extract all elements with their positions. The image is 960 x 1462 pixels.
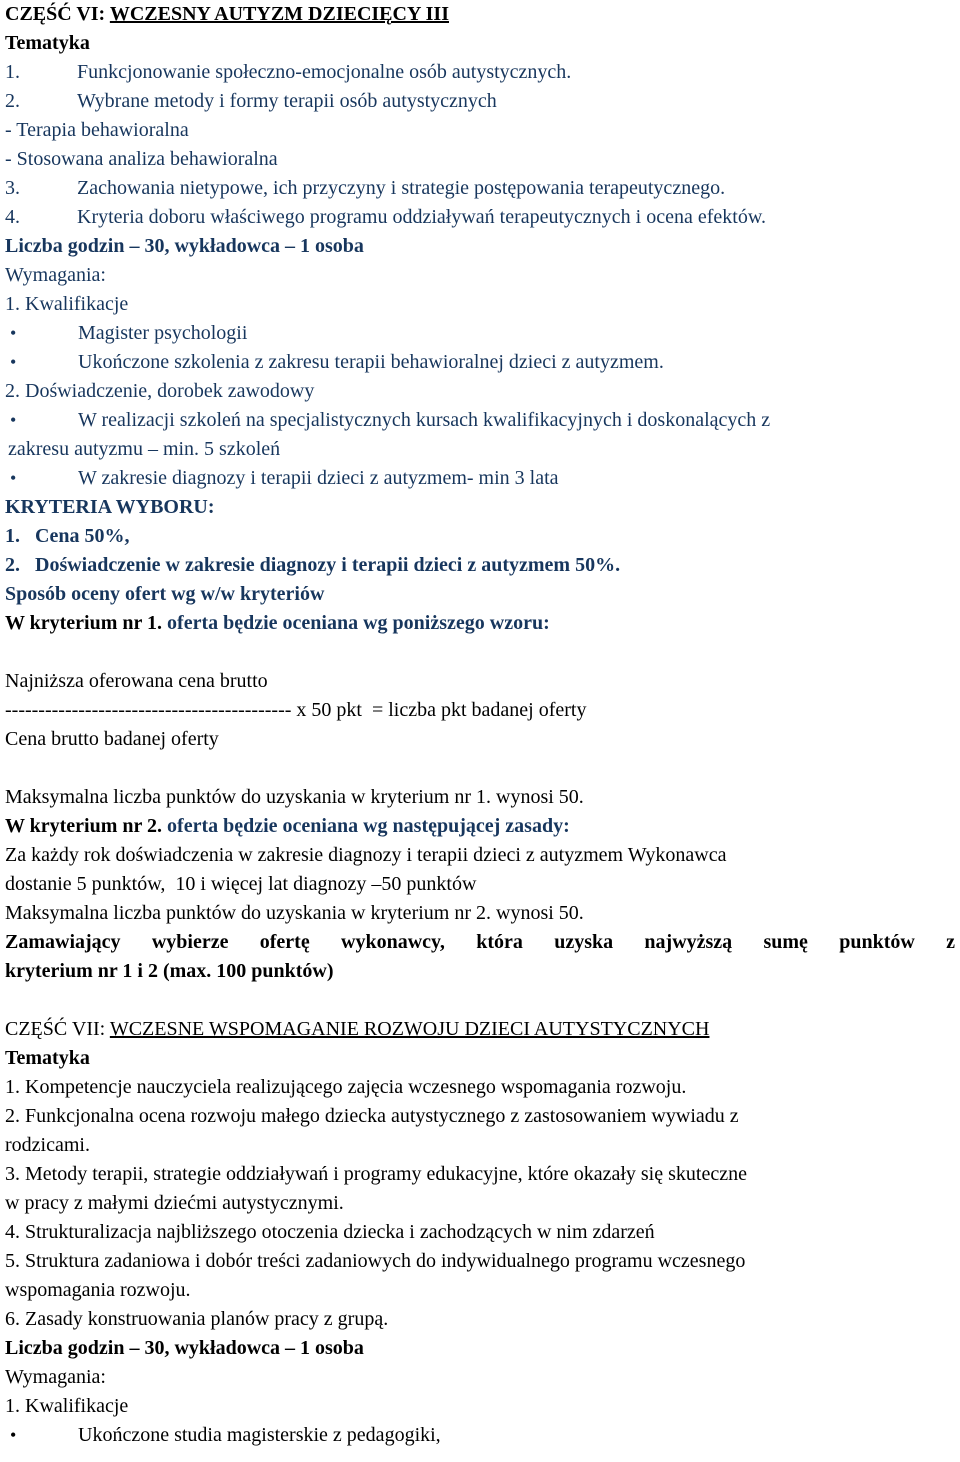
criterion-2-text-2: dostanie 5 punktów, 10 i więcej lat diagnozy –50 punktów	[5, 873, 477, 895]
part7-topic-line: 6. Zasady konstruowania planów pracy z grupą.	[5, 1308, 389, 1330]
max-points-2: Maksymalna liczba punktów do uzyskania w kryterium nr 2. wynosi 50.	[5, 902, 584, 924]
part6-hours: Liczba godzin – 30, wykładowca – 1 osoba	[5, 235, 364, 257]
part6-topic-4: 4. Kryteria doboru właściwego programu oddziaływań terapeutycznych i ocena efektów.	[5, 206, 766, 228]
part6-topic-2: 2. Wybrane metody i formy terapii osób autystycznych	[5, 90, 497, 112]
part6-title-prefix: CZĘŚĆ VI:	[5, 3, 110, 25]
part7-topic-line: rodzicami.	[5, 1134, 90, 1156]
formula-numerator: Najniższa oferowana cena brutto	[5, 670, 268, 692]
bullet-icon	[5, 406, 78, 435]
max-points-1: Maksymalna liczba punktów do uzyskania w kryterium nr 1. wynosi 50.	[5, 786, 584, 808]
criterion-1-heading: W kryterium nr 1. oferta będzie oceniana wg poniższego wzoru:	[5, 612, 550, 634]
part6-tematyka: Tematyka	[5, 32, 90, 54]
part6-title	[5, 0, 955, 29]
formula-divider: ------------------------------------------- x 50 pkt = liczba pkt badanej oferty	[5, 699, 587, 721]
part7-topic-line: 1. Kompetencje nauczyciela realizującego zajęcia wczesnego wspomagania rozwoju.	[5, 1076, 687, 1098]
method-heading: Sposób oceny ofert wg w/w kryteriów	[5, 583, 325, 605]
part6-subtopic-2: - Stosowana analiza behawioralna	[5, 148, 278, 170]
part7-title-prefix: CZĘŚĆ VII:	[5, 1018, 110, 1040]
part6-topic-3: 3. Zachowania nietypowe, ich przyczyny i strategie postępowania terapeutycznego.	[5, 177, 726, 199]
part7-topic-line: 4. Strukturalizacja najbliższego otoczenia dziecka i zachodzących w nim zdarzeń	[5, 1221, 655, 1243]
part7-topic-line: 3. Metody terapii, strategie oddziaływań i programy edukacyjne, które okazały się skuteczne	[5, 1163, 747, 1185]
part7-title-underlined: WCZESNE WSPOMAGANIE ROZWOJU DZIECI AUTYSTYCZNYCH	[109, 1018, 710, 1040]
part6-exp-item-1: •W realizacji szkoleń na specjalistycznych kursach kwalifikacyjnych i doskonalących z	[5, 406, 955, 435]
bullet-icon	[5, 464, 78, 493]
final-rule-2: kryterium nr 1 i 2 (max. 100 punktów)	[5, 960, 334, 982]
criterion-2-text-1: Za każdy rok doświadczenia w zakresie diagnozy i terapii dzieci z autyzmem Wykonawca	[5, 844, 727, 866]
spacer	[5, 754, 955, 783]
part6-title-underlined: WCZESNY AUTYZM DZIECIĘCY III	[109, 3, 449, 25]
part7-qual-item-1: •Ukończone studia magisterskie z pedagogiki,	[5, 1421, 955, 1450]
part6-exp-item-1-cont: zakresu autyzmu – min. 5 szkoleń	[8, 438, 281, 460]
part7-topic-line: 5. Struktura zadaniowa i dobór treści zadaniowych do indywidualnego programu wczesnego	[5, 1250, 746, 1272]
final-rule-1: Zamawiający wybierze ofertę wykonawcy, która uzyska najwyższą sumę punktów z	[5, 931, 955, 953]
part6-requirements: Wymagania:	[5, 264, 106, 286]
part6-exp-item-2: •W zakresie diagnozy i terapii dzieci z autyzmem- min 3 lata	[5, 464, 955, 493]
part7-title	[5, 1015, 955, 1044]
part6-subtopic-1: - Terapia behawioralna	[5, 119, 189, 141]
criterion-2-heading: W kryterium nr 2. oferta będzie oceniana wg następującej zasady:	[5, 815, 570, 837]
spacer	[5, 986, 955, 1015]
part7-tematyka: Tematyka	[5, 1047, 90, 1069]
part7-topic-line: wspomagania rozwoju.	[5, 1279, 191, 1301]
part7-qual-heading: 1. Kwalifikacje	[5, 1395, 129, 1417]
bullet-icon	[5, 319, 78, 348]
formula-denominator: Cena brutto badanej oferty	[5, 728, 219, 750]
part7-topic-line: w pracy z małymi dziećmi autystycznymi.	[5, 1192, 344, 1214]
criteria-item-1: 1. Cena 50%,	[5, 525, 130, 547]
part7-hours: Liczba godzin – 30, wykładowca – 1 osoba	[5, 1337, 364, 1359]
part6-qual-item-2: •Ukończone szkolenia z zakresu terapii behawioralnej dzieci z autyzmem.	[5, 348, 955, 377]
bullet-icon	[5, 1421, 78, 1450]
spacer	[5, 638, 955, 667]
part7-requirements: Wymagania:	[5, 1366, 106, 1388]
criteria-item-2: 2. Doświadczenie w zakresie diagnozy i terapii dzieci z autyzmem 50%.	[5, 554, 621, 576]
criteria-heading: KRYTERIA WYBORU:	[5, 496, 215, 518]
part6-qual-item-1: •Magister psychologii	[5, 319, 955, 348]
part6-exp-heading: 2. Doświadczenie, dorobek zawodowy	[5, 380, 315, 402]
part6-qual-heading: 1. Kwalifikacje	[5, 293, 129, 315]
part6-topic-1: 1. Funkcjonowanie społeczno-emocjonalne osób autystycznych.	[5, 61, 572, 83]
bullet-icon	[5, 348, 78, 377]
part7-topic-line: 2. Funkcjonalna ocena rozwoju małego dziecka autystycznego z zastosowaniem wywiadu z	[5, 1105, 739, 1127]
